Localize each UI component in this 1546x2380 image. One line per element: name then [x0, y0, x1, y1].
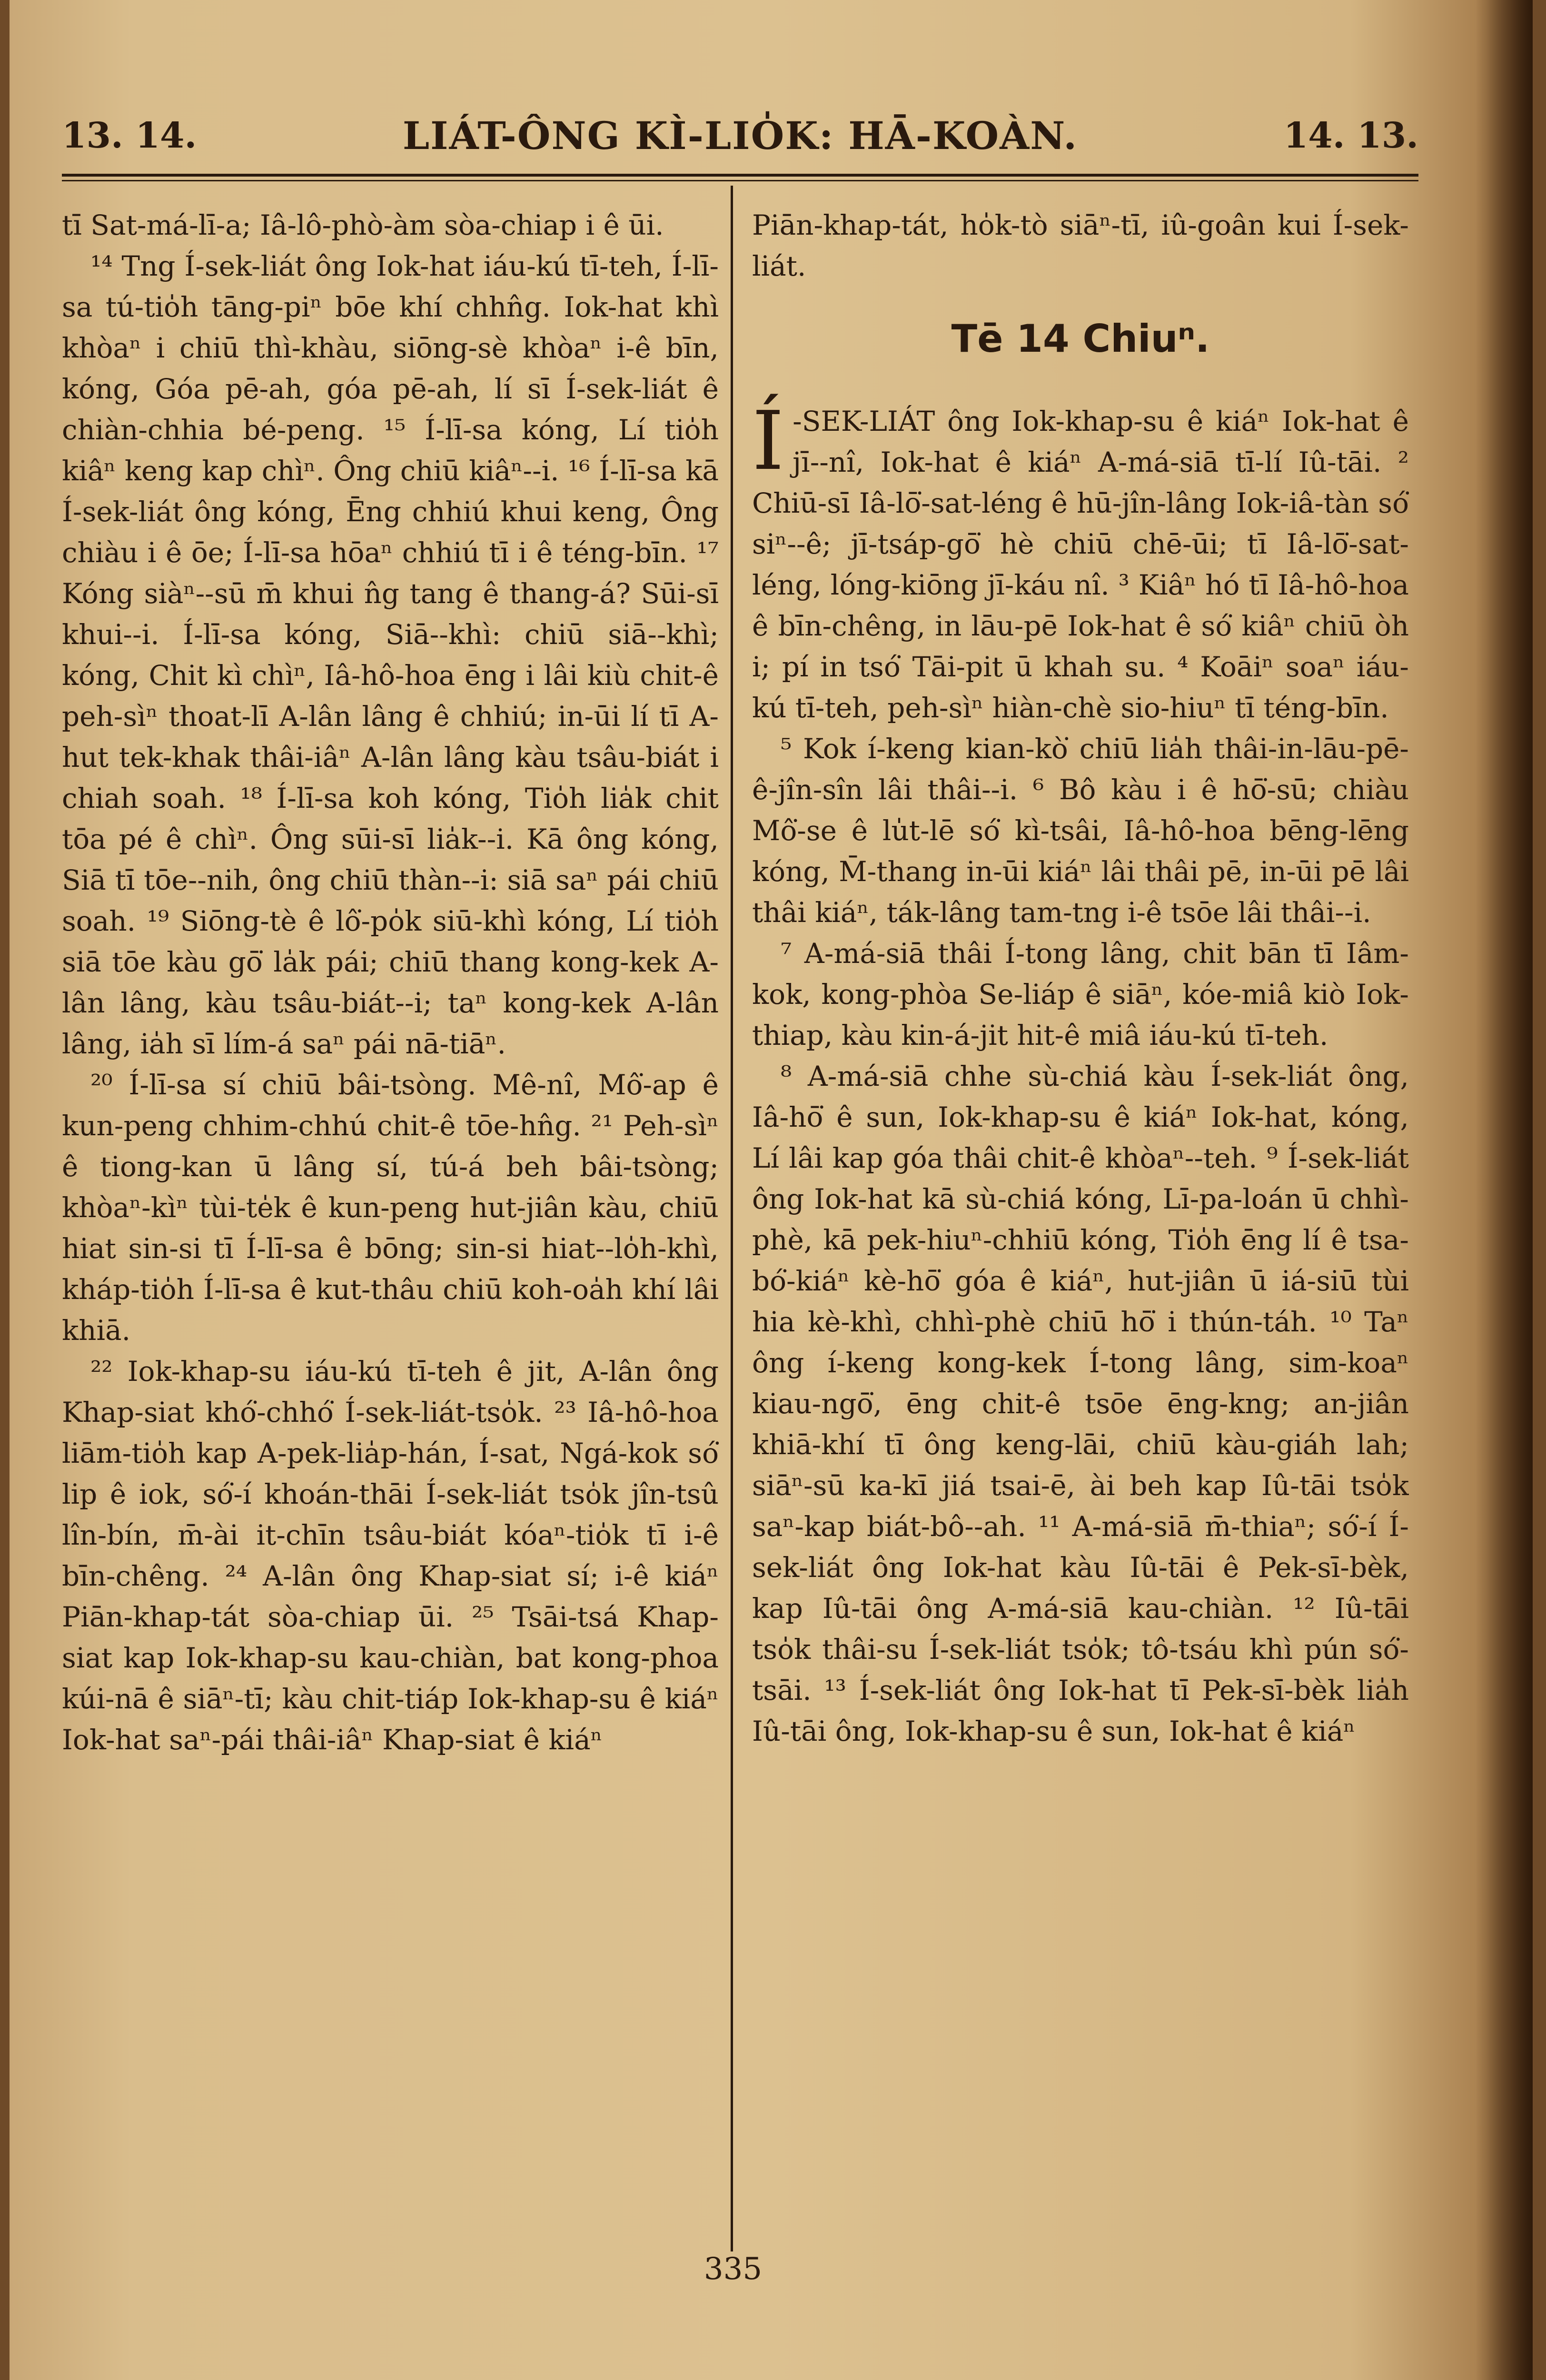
- book-page: [10, 0, 1533, 2380]
- header-right-chapter-numbers: 14. 13.: [1283, 115, 1418, 156]
- book-spine-shadow: [1476, 0, 1533, 2380]
- paragraph: ⁷ A-má-siā thâi Í-tong lâng, chit bān tī Iâm-kok, kong-phòa Se-liáp ê siāⁿ, kóe-miâ kiò Iok-thiap, kàu kin-á-jit hit-ê miâ iáu-kú tī-teh.: [752, 937, 1409, 1051]
- left-column: [62, 205, 719, 2251]
- header-rule-bottom: [62, 180, 1418, 181]
- header-title: LIÁT-ÔNG KÌ-LIO̍K: HĀ-KOÀN.: [402, 113, 1078, 158]
- paragraph: ²² Iok-khap-su iáu-kú tī-teh ê jit, A-lân ông Khap-siat khó͘-chhó͘ Í-sek-liát-tso̍k. ²³ Iâ-hô-hoa liām-tio̍h kap A-pek-lia̍p-hán, Í-sat, Ngá-kok só͘ lip ê iok, só͘-í khoán-thāi Í-sek-liát tso̍k jîn-tsû lîn-bín, m̄-ài it-chīn tsâu-biát kóaⁿ-tio̍k tī i-ê bīn-chêng. ²⁴ A-lân ông Khap-siat sí; i-ê kiáⁿ Piān-khap-tát sòa-chiap ūi. ²⁵ Tsāi-tsá Khap-siat kap Iok-khap-su kau-chiàn, bat kong-phoa kúi-nā ê siāⁿ-tī; kàu chit-tiáp Iok-khap-su ê kiáⁿ Iok-hat saⁿ-pái thâi-iâⁿ Khap-siat ê kiáⁿ: [62, 1355, 719, 1756]
- column-divider: [731, 186, 733, 2251]
- paragraph: tī Sat-má-lī-a; Iâ-lô-phò-àm sòa-chiap i ê ūi.: [62, 209, 664, 241]
- paragraph: ⁵ Kok í-keng kian-kò͘ chiū lia̍h thâi-in-lāu-pē-ê-jîn-sîn lâi thâi--i. ⁶ Bô kàu i ê hō͘-sū; chiàu Mô͘-se ê lu̍t-lē só͘ kì-tsâi, Iâ-hô-hoa bēng-lēng kóng, M̄-thang in-ūi kiáⁿ lâi thâi pē, in-ūi pē lâi thâi kiáⁿ, ták-lâng tam-tng i-ê tsōe lâi thâi--i.: [752, 733, 1409, 929]
- paragraph: ⁸ A-má-siā chhe sù-chiá kàu Í-sek-liát ông, Iâ-hō͘ ê sun, Iok-khap-su ê kiáⁿ Iok-hat, kóng, Lí lâi kap góa thâi chit-ê khòaⁿ--teh. ⁹ Í-sek-liát ông Iok-hat kā sù-chiá kóng, Lī-pa-loán ū chhì-phè, kā pek-hiuⁿ-chhiū kóng, Tio̍h ēng lí ê tsa-bó͘-kiáⁿ kè-hō͘ góa ê kiáⁿ, hut-jiân ū iá-siū tùi hia kè-khì, chhì-phè chiū hō͘ i thún-táh. ¹⁰ Taⁿ ông í-keng kong-kek Í-tong lâng, sim-koaⁿ kiau-ngō͘, ēng chit-ê tsōe ēng-kng; an-jiân khiā-khí tī ông keng-lāi, chiū kàu-giáh lah; siāⁿ-sū ka-kī jiá tsai-ē, ài beh kap Iû-tāi tso̍k saⁿ-kap biát-bô--ah. ¹¹ A-má-siā m̄-thiaⁿ; só͘-í Í-sek-liát ông Iok-hat kàu Iû-tāi ê Pek-sī-bèk, kap Iû-tāi ông A-má-siā kau-chiàn. ¹² Iû-tāi tso̍k thâi-su Í-sek-liát tso̍k; tô-tsáu khì pún só͘-tsāi. ¹³ Í-sek-liát ông Iok-hat tī Pek-sī-bèk lia̍h Iû-tāi ông, Iok-khap-su ê sun, Iok-hat ê kiáⁿ: [752, 1060, 1409, 1747]
- paragraph-text: -SEK-LIÁT ông Iok-khap-su ê kiáⁿ Iok-hat ê jī--nî, Iok-hat ê kiáⁿ A-má-siā tī-lí Iû-tāi. ² Chiū-sī Iâ-lō͘-sat-léng ê hū-jîn-lâng Iok-iâ-tàn só͘ siⁿ--ê; jī-tsáp-gō͘ hè chiū chē-ūi; tī Iâ-lō͘-sat-léng, lóng-kiōng jī-káu nî. ³ Kiâⁿ hó tī Iâ-hô-hoa ê bīn-chêng, in lāu-pē Iok-hat ê só͘ kiâⁿ chiū òh i; pí in tsó͘ Tāi-pit ū khah su. ⁴ Koāiⁿ soaⁿ iáu-kú tī-teh, peh-sìⁿ hiàn-chè sio-hiuⁿ tī téng-bīn.: [752, 405, 1409, 724]
- chapter-heading: Tē 14 Chiuⁿ.: [951, 317, 1210, 361]
- header-rule-top: [62, 174, 1418, 177]
- drop-cap: Í: [752, 394, 784, 488]
- header-left-chapter-numbers: 13. 14.: [62, 115, 197, 156]
- paragraph: ²⁰ Í-lī-sa sí chiū bâi-tsòng. Mê-nî, Mô͘-ap ê kun-peng chhim-chhú chit-ê tōe-hn̂g. ²¹ Peh-sìⁿ ê tiong-kan ū lâng sí, tú-á beh bâi-tsòng; khòaⁿ-kìⁿ tùi-te̍k ê kun-peng hut-jiân kàu, chiū hiat sin-si tī Í-lī-sa ê bōng; sin-si hiat--lo̍h-khì, kháp-tio̍h Í-lī-sa ê kut-thâu chiū koh-oa̍h khí lâi khiā.: [62, 1069, 719, 1347]
- paragraph: ¹⁴ Tng Í-sek-liát ông Iok-hat iáu-kú tī-teh, Í-lī-sa tú-tio̍h tāng-piⁿ bōe khí chhn̂g. Iok-hat khì khòaⁿ i chiū thì-khàu, siōng-sè khòaⁿ i-ê bīn, kóng, Góa pē-ah, góa pē-ah, lí sī Í-sek-liát ê chiàn-chhia bé-peng. ¹⁵ Í-lī-sa kóng, Lí tio̍h kiâⁿ keng kap chìⁿ. Ông chiū kiâⁿ--i. ¹⁶ Í-lī-sa kā Í-sek-liát ông kóng, Ēng chhiú khui keng, Ông chiàu i ê ōe; Í-lī-sa hōaⁿ chhiú tī i ê téng-bīn. ¹⁷ Kóng siàⁿ--sū m̄ khui n̂g tang ê thang-á? Sūi-sī khui--i. Í-lī-sa kóng, Siā--khì: chiū siā--khì; kóng, Chit kì chìⁿ, Iâ-hô-hoa ēng i lâi kiù chit-ê peh-sìⁿ thoat-lī A-lân lâng ê chhiú; in-ūi lí tī A-hut tek-khak thâi-iâⁿ A-lân lâng kàu tsâu-biát i chiah soah. ¹⁸ Í-lī-sa koh kóng, Tio̍h lia̍k chit tōa pé ê chìⁿ. Ông sūi-sī lia̍k--i. Kā ông kóng, Siā tī tōe--nih, ông chiū thàn--i: siā saⁿ pái chiū soah. ¹⁹ Siōng-tè ê lô͘-po̍k siū-khì kóng, Lí tio̍h siā tōe kàu gō͘ la̍k pái; chiū thang kong-kek A-lân lâng, kàu tsâu-biát--i; taⁿ kong-kek A-lân lâng, ia̍h sī lím-á saⁿ pái nā-tiāⁿ.: [62, 250, 719, 1060]
- page-number: 335: [704, 2251, 763, 2287]
- paragraph-with-dropcap: [752, 394, 1409, 728]
- paragraph: Piān-khap-tát, ho̍k-tò siāⁿ-tī, iû-goân kui Í-sek-liát.: [752, 209, 1409, 282]
- running-header: [62, 102, 1418, 169]
- right-column: [752, 205, 1409, 2251]
